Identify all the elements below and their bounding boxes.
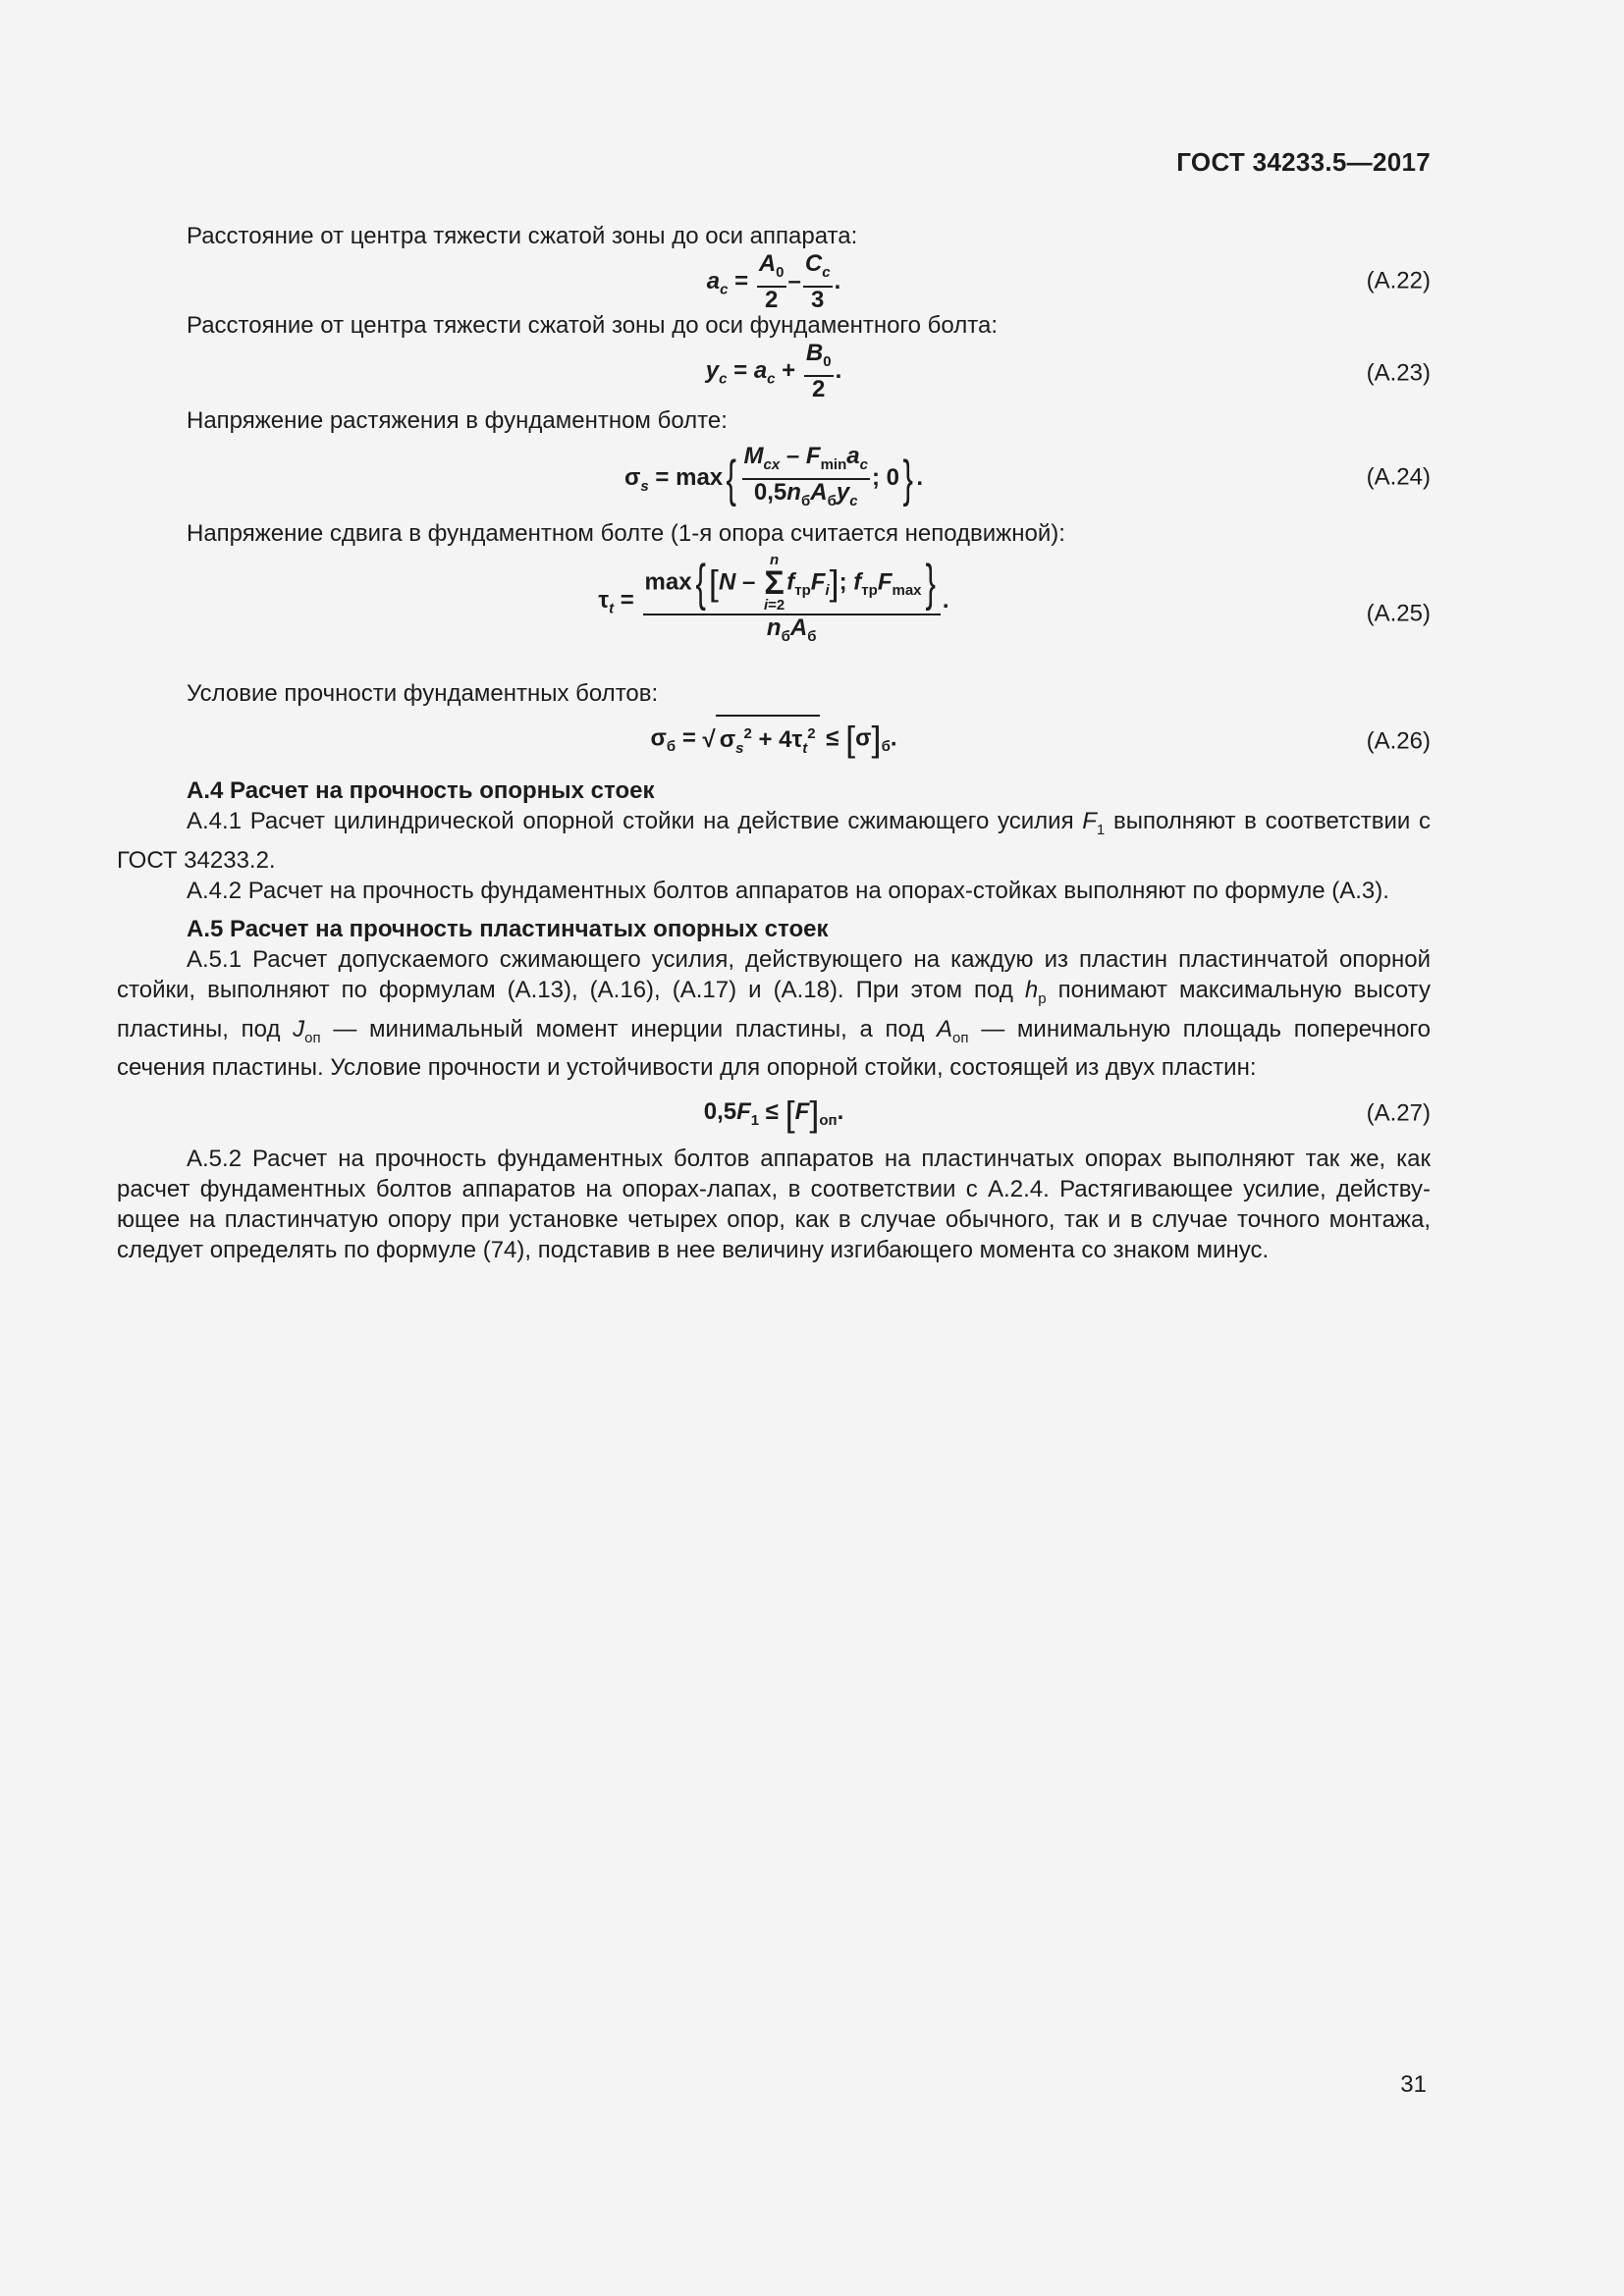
paragraph: А.4.1 Расчет цилиндрической опорной стойки на действие сжимающего усилия $F_1$ выполняют в соответствии с ГОСТ 34233.2.	[117, 808, 1432, 874]
equation-a25: $\tau_t$ = max{[N – n Σ i=2 $f_{тр}F_i$]; $f_{тр}F_{max}$} $n_бA_б$ . (А.25)	[598, 552, 1431, 645]
paragraph: Напряжение растяжения в фундаментном болте:	[187, 407, 728, 434]
equation-a22: $a_c$ = $\frac{A_0}{2}$ – $\frac{C_c}{3}$ . (А.22)	[706, 250, 1431, 313]
equation-number: (А.23)	[1366, 359, 1431, 387]
paragraph: Расстояние от центра тяжести сжатой зоны до оси аппарата:	[187, 223, 858, 249]
equation-a24: $\sigma_s = \max${ $\frac{M_{cx} - F_{min}a_c}{0,5n_бA_бy_c}$ ; 0} . (А.24)	[623, 443, 1431, 509]
document-code: ГОСТ 34233.5—2017	[1176, 147, 1431, 177]
paragraph: Условие прочности фундаментных болтов:	[187, 680, 659, 707]
paragraph: А.4.2 Расчет на прочность фундаментных болтов аппаратов на опорах-стойках выполняют по формуле (А.3).	[187, 877, 1389, 904]
section-heading: А.5 Расчет на прочность пластинчатых опорных стоек	[187, 915, 829, 942]
equation-a27: $0,5F_1 \le [F]_{оп}$. (А.27)	[703, 1093, 1431, 1134]
equation-a23: $y_c = a_c$ + $\frac{B_0}{2}$ . (А.23)	[705, 340, 1431, 402]
paragraph: А.5.1 Расчет допускаемого сжимающего усилия, действующего на каждую из пластин пластинчатой опорной стойки, выполняют по формулам (А.13), (А.16), (А.17) и (А.18). При этом под $h_р$ понимают максимальную высоту пластины, под $J_{оп}$ — минимальный момент инерции пластины, а под $A_{оп}$ — минимальную площадь поперечного сечения пластины. Условие прочности и устойчивости для опорной стойки, состоящей из двух пластин:	[117, 945, 1431, 1082]
equation-a26: $\sigma_б$ = √ $\sigma_s^2 + 4\tau_t^2 \le [\sigma]_б$. (А.26)	[117, 709, 1431, 774]
section-heading: А.4 Расчет на прочность опорных стоек	[187, 777, 655, 804]
equation-number: (А.27)	[1366, 1099, 1431, 1127]
page-body	[117, 221, 1431, 1265]
page-number: 31	[1400, 2071, 1427, 2098]
equation-number: (А.22)	[1366, 267, 1431, 294]
equation-number: (А.24)	[1366, 463, 1431, 491]
equation-number: (А.26)	[1366, 727, 1431, 755]
paragraph: Расстояние от центра тяжести сжатой зоны до оси фундаментного болта:	[187, 312, 998, 339]
equation-number: (А.25)	[1366, 600, 1431, 627]
paragraph: Напряжение сдвига в фундаментном болте (1-я опора считается неподвижной):	[187, 520, 1065, 547]
paragraph: А.5.2 Расчет на прочность фундаментных болтов аппаратов на пластинчатых опорах выполняют так же, как расчет фундаментных болтов аппаратов на опорах-лапах, в соответствии с А.2.4. Растягивающее усилие, действу-ющее на пластинчатую опору при установке четырех опор, как в случае обычного, так и в случае точного монтажа, следует определять по формуле (74), подставив в нее величину изгибающего момента со знаком минус.	[117, 1146, 1431, 1264]
